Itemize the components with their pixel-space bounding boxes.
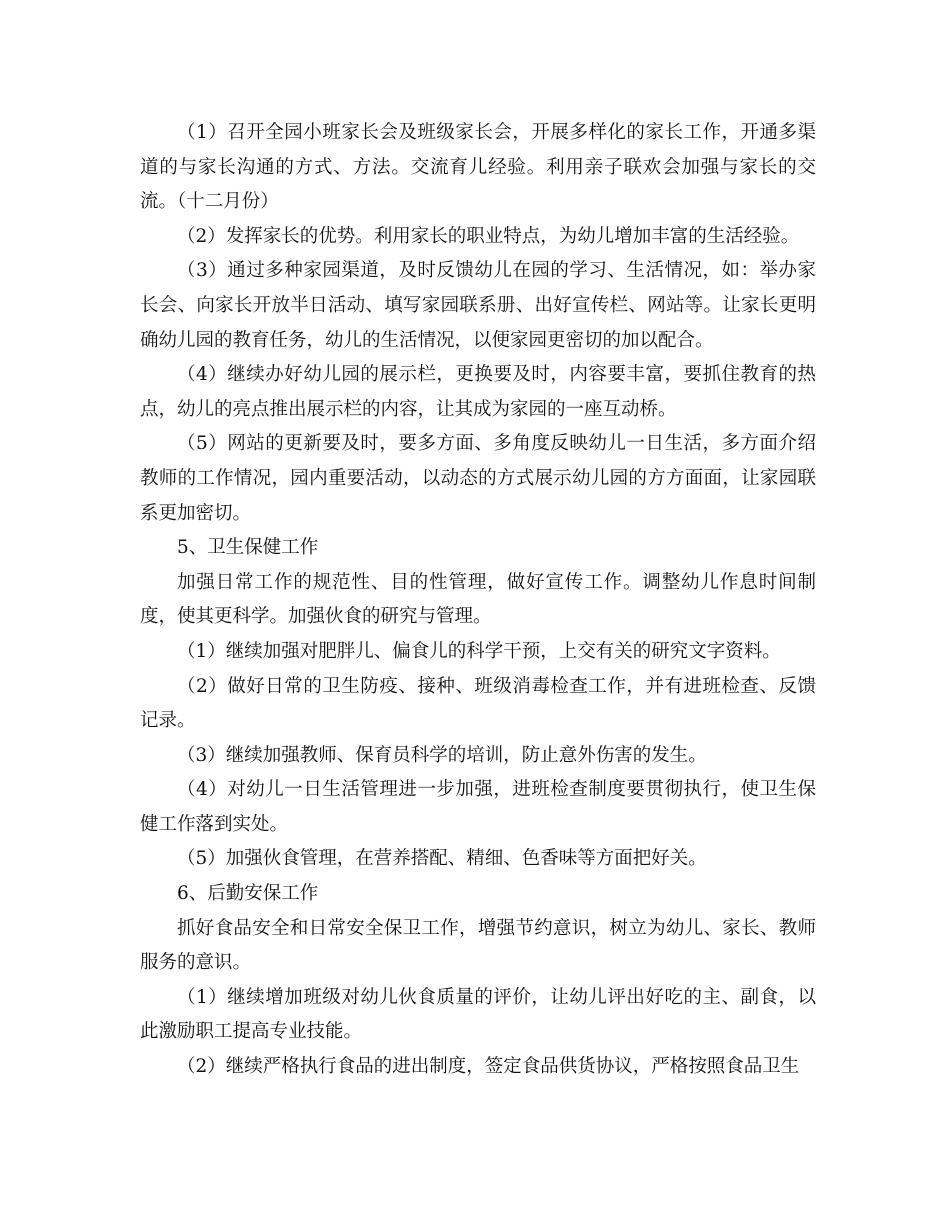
- paragraph-health-item-4: （4）对幼儿一日生活管理进一步加强，进班检查制度要贯彻执行，使卫生保健工作落到实处。: [140, 779, 816, 835]
- paragraph-logistics-intro: 抓好食品安全和日常安全保卫工作，增强节约意识，树立为幼儿、家长、教师服务的意识。: [140, 917, 816, 974]
- paragraph-logistics-item-2: （2）继续严格执行食品的进出制度，签定食品供货协议，严格按照食品卫生: [177, 1056, 800, 1078]
- paragraph-parent-advantage: （2）发挥家长的优势。利用家长的职业特点，为幼儿增加丰富的生活经验。: [177, 225, 800, 247]
- paragraph-website-update: （5）网站的更新要及时，要多方面、多角度反映幼儿一日生活，多方面介绍教师的工作情况，园内重要活动，以动态的方式展示幼儿园的方方面面，让家园联系更加密切。: [140, 433, 816, 524]
- section-heading-health-care: 5、卫生保健工作: [177, 537, 319, 559]
- section-heading-logistics-security: 6、后勤安保工作: [177, 883, 319, 905]
- paragraph-parent-meeting: （1）召开全园小班家长会及班级家长会，开展多样化的家长工作，开通多渠道的与家长沟通的方式、方法。交流育儿经验。利用亲子联欢会加强与家长的交流。（十二月份）: [140, 122, 816, 213]
- document-body: [140, 116, 816, 1085]
- paragraph-display-board: （4）继续办好幼儿园的展示栏，更换要及时，内容要丰富，要抓住教育的热点，幼儿的亮点推出展示栏的内容，让其成为家园的一座互动桥。: [140, 364, 816, 420]
- paragraph-health-item-2: （2）做好日常的卫生防疫、接种、班级消毒检查工作，并有进班检查、反馈记录。: [140, 675, 816, 732]
- paragraph-health-item-1: （1）继续加强对肥胖儿、偏食儿的科学干预，上交有关的研究文字资料。: [177, 640, 781, 662]
- paragraph-health-item-5: （5）加强伙食管理，在营养搭配、精细、色香味等方面把好关。: [177, 848, 707, 870]
- paragraph-health-intro: 加强日常工作的规范性、目的性管理，做好宣传工作。调整幼儿作息时间制度，使其更科学。加强伙食的研究与管理。: [140, 571, 816, 628]
- paragraph-feedback-channels: （3）通过多种家园渠道，及时反馈幼儿在园的学习、生活情况，如：举办家长会、向家长开放半日活动、填写家园联系册、出好宣传栏、网站等。让家长更明确幼儿园的教育任务，幼儿的生活情况，以便家园更密切的加以配合。: [140, 260, 816, 351]
- paragraph-logistics-item-1: （1）继续增加班级对幼儿伙食质量的评价，让幼儿评出好吃的主、副食，以此激励职工提高专业技能。: [140, 986, 816, 1043]
- paragraph-health-item-3: （3）继续加强教师、保育员科学的培训，防止意外伤害的发生。: [177, 744, 707, 766]
